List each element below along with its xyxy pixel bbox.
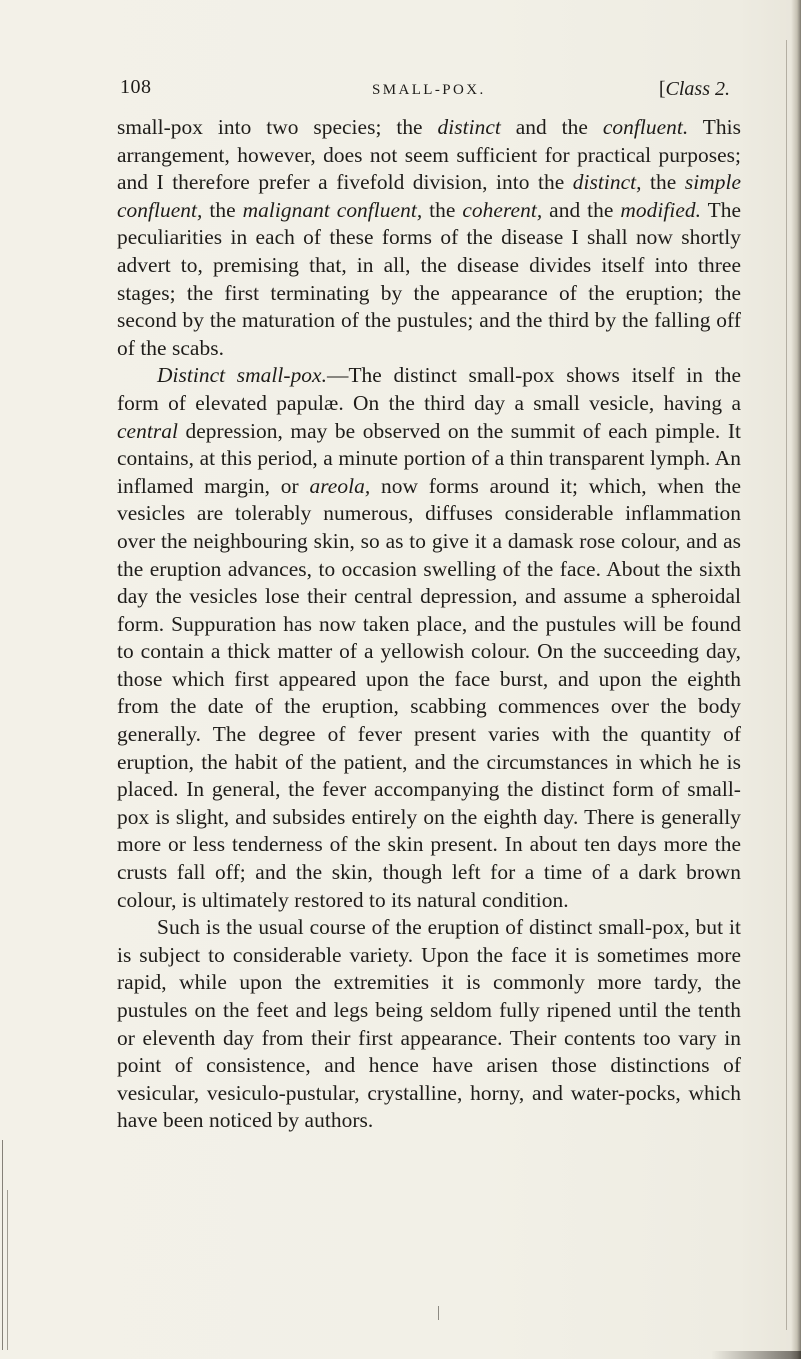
text-run: the [422, 197, 463, 222]
paragraph-usual-course: Such is the usual course of the eruption of distinct small-pox, but it is subject to considerable variety. Upon the face it is sometimes more rapid, while upon the extremities it is commonly more tardy, the pustules on the feet and legs being seldom fully ripened until the tenth or eleventh day from their first appearance. Their contents too vary in point of consistence, and hence have arisen those distinctions of vesicular, vesiculo-pustular, crystalline, horny, and water-pocks, which have been noticed by authors. [117, 915, 741, 1133]
italic-term: central [117, 418, 178, 443]
page-edge-shadow [791, 0, 801, 1359]
text-run: depression, may be observed on the summit of each pimple. It contains, at this period, a minute portion of a thin transparent lymph. An inflamed margin, or [117, 418, 741, 498]
italic-term: simple confluent, [117, 170, 741, 222]
body-text [117, 114, 741, 1135]
paragraph-distinct-small-pox [117, 362, 741, 914]
ink-mark [438, 1306, 439, 1320]
binding-line [7, 1190, 8, 1350]
text-run: the [641, 170, 685, 195]
text-run: This arrangement, however, does not seem sufficient for practical purposes; and I therefore prefer a fivefold division, into the [117, 115, 741, 195]
page-number: 108 [120, 76, 152, 98]
class-label-text: Class 2. [665, 78, 730, 100]
text-run: small-pox into two species; the [117, 115, 438, 139]
class-bracket: [ [658, 78, 666, 100]
text-run: and the [542, 197, 621, 222]
binding-line [2, 1140, 3, 1350]
italic-term: confluent. [602, 115, 689, 139]
italic-term: distinct, [572, 170, 642, 195]
page-edge-line [786, 40, 787, 1330]
text-run: the [202, 197, 243, 222]
class-label [659, 78, 730, 101]
running-title: SMALL-POX. [372, 82, 486, 98]
italic-term: modified. [620, 197, 702, 222]
italic-term: areola, [309, 473, 371, 498]
text-run: —The distinct small-pox shows itself in the form of elevated papulæ. On the third day a small vesicle, having a [117, 363, 741, 415]
italic-term: malignant confluent, [242, 197, 423, 222]
text-run: and the [500, 115, 603, 139]
text-run: now forms around it; which, when the vesicles are tolerably numerous, diffuses considerable inflammation over the neighbouring skin, so as to give it a damask rose colour, and as the eruption advances, to occasion swelling of the face. About the sixth day the vesicles lose their central depression, and assume a spheroidal form. Suppuration has now taken place, and the pustules will be found to contain a thick matter of a yellowish colour. On the succeeding day, those which first appeared upon the face burst, and upon the eighth from the date of the eruption, scabbing commences over the body generally. The degree of fever present varies with the quantity of eruption, the habit of the patient, and the circumstances in which he is placed. In general, the fever accompanying the distinct form of small-pox is slight, and subsides entirely on the eighth day. There is generally more or less tenderness of the skin present. In about ten days more the crusts fall off; and the skin, though left for a time of a dark brown colour, is ultimately restored to its natural condition. [117, 473, 741, 912]
running-head [120, 76, 730, 104]
section-heading: Distinct small-pox. [157, 363, 327, 388]
paragraph-continued [117, 114, 741, 362]
text-run: The peculiarities in each of these forms of the disease I shall now shortly advert to, premising that, in all, the disease divides itself into three stages; the first terminating by the appearance of the eruption; the second by the maturation of the pustules; and the third by the falling off of the scabs. [117, 197, 741, 360]
italic-term: coherent, [462, 197, 543, 222]
italic-term: distinct [437, 115, 501, 139]
page-corner-shadow [711, 1351, 801, 1359]
